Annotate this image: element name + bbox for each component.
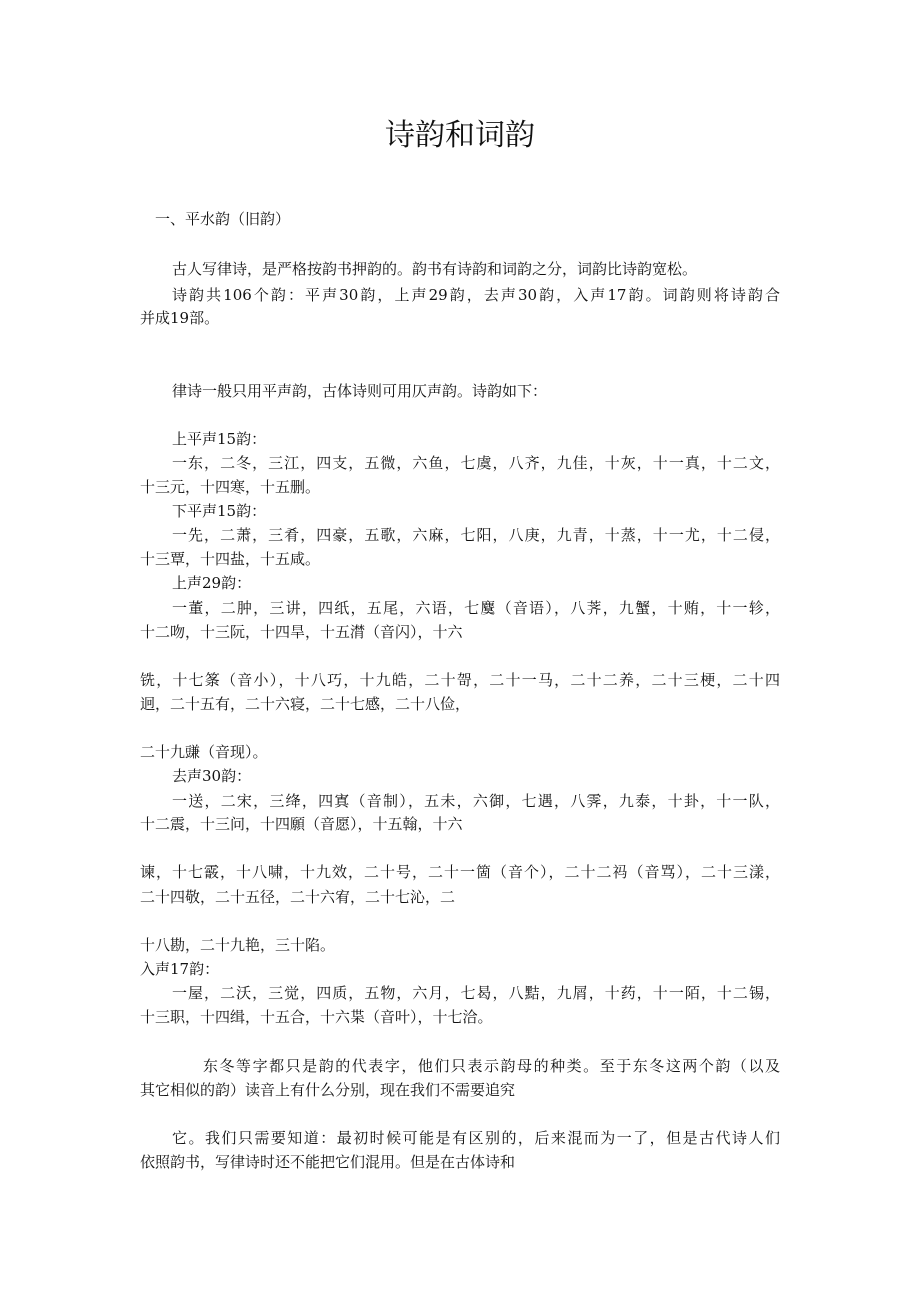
closing-line-2: 其它相似的韵）读音上有什么分别，现在我们不需要追究 — [140, 1081, 516, 1099]
document-title: 诗韵和词韵 — [385, 118, 535, 153]
rhyme-line: 铣，十七筿（音小），十八巧，十九皓，二十哿，二十一马，二十二养，二十三梗，二十四 — [140, 671, 780, 689]
rhyme-line: 一先，二萧，三肴，四豪，五歌，六麻，七阳，八庚，九青，十蒸，十一尤，十二侵， — [172, 526, 780, 544]
rhyme-line: 十三职，十四缉，十五合，十六枼（音叶），十七洽。 — [140, 1008, 493, 1026]
rhyme-line: 二十九豏（音现）。 — [140, 743, 268, 761]
closing-line-3: 它。我们只需要知道：最初时候可能是有区别的，后来混而为一了，但是古代诗人们 — [172, 1129, 780, 1147]
rhyme-line: 迥，二十五有，二十六寝，二十七感，二十八俭， — [140, 695, 471, 713]
rhyme-line: 二十四敬，二十五径，二十六宥，二十七沁，二 — [140, 888, 456, 906]
group-heading-xiaping: 下平声15韵： — [172, 502, 267, 520]
rhyme-line: 十八勘，二十九艳，三十陷。 — [140, 936, 336, 954]
intro-line-2: 诗韵共106个韵：平声30韵，上声29韵，去声30韵，入声17韵。词韵则将诗韵合 — [172, 286, 780, 304]
rhyme-line: 十二吻，十三阮，十四旱，十五潸（音闪），十六 — [140, 623, 463, 641]
rhyme-line: 一屋，二沃，三觉，四质，五物，六月，七曷，八黠，九屑，十药，十一陌，十二锡， — [172, 984, 780, 1002]
group-heading-shangping: 上平声15韵： — [172, 430, 267, 448]
group-heading-shangsheng: 上声29韵： — [172, 574, 252, 592]
intro-line-3: 并成19部。 — [140, 309, 220, 327]
rhyme-line: 十三覃，十四盐，十五咸。 — [140, 550, 321, 568]
rhyme-line: 谏，十七霰，十八啸，十九效，二十号，二十一箇（音个），二十二祃（音骂），二十三漾， — [140, 863, 780, 881]
rhyme-line: 十二震，十三问，十四願（音愿），十五翰，十六 — [140, 815, 463, 833]
section-heading: 一、平水韵（旧韵） — [155, 210, 291, 228]
rule-line: 律诗一般只用平声韵，古体诗则可用仄声韵。诗韵如下： — [172, 382, 548, 400]
rhyme-line: 一东，二冬，三江，四支，五微，六鱼，七虞，八齐，九佳，十灰，十一真，十二文， — [172, 454, 780, 472]
intro-line-1: 古人写律诗，是严格按韵书押韵的。韵书有诗韵和词韵之分，词韵比诗韵宽松。 — [172, 260, 698, 278]
closing-line-1: 东冬等字都只是韵的代表字，他们只表示韵母的种类。至于东冬这两个韵（以及 — [203, 1057, 780, 1075]
rhyme-line: 一董，二肿，三讲，四纸，五尾，六语，七麌（音语），八荠，九蟹，十贿，十一轸， — [172, 599, 780, 617]
group-heading-rusheng: 入声17韵： — [140, 960, 220, 978]
closing-line-4: 依照韵书，写律诗时还不能把它们混用。但是在古体诗和 — [140, 1153, 516, 1171]
group-heading-qusheng: 去声30韵： — [172, 767, 252, 785]
rhyme-line: 十三元，十四寒，十五删。 — [140, 478, 321, 496]
rhyme-line: 一送，二宋，三绛，四寘（音制），五未，六御，七遇，八霁，九泰，十卦，十一队， — [172, 792, 780, 810]
